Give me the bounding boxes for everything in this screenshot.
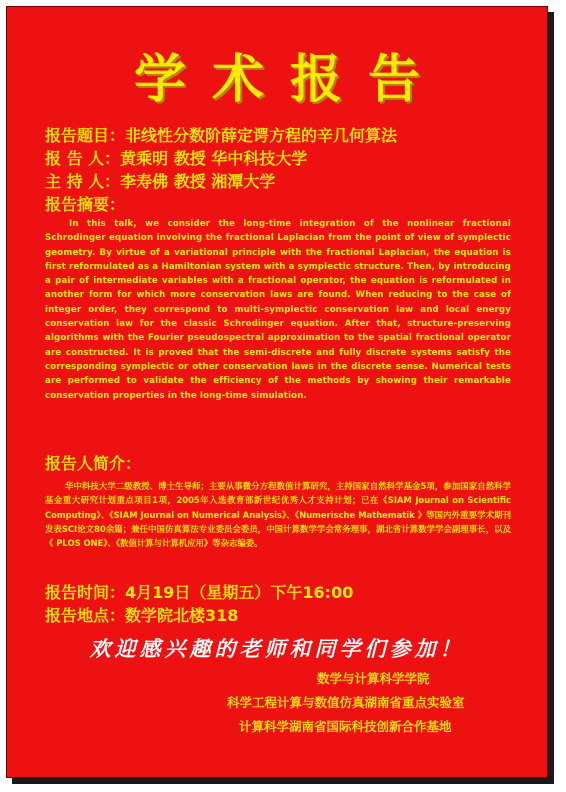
organizer-base: 计算科学湖南省国际科技创新合作基地 — [239, 719, 452, 734]
place-value: 数学院北楼318 — [125, 606, 239, 625]
time-label: 报告时间： — [45, 583, 126, 602]
place-label: 报告地点： — [45, 606, 126, 625]
bio-heading: 报告人简介： — [45, 454, 142, 473]
time-value: 4月19日（星期五）下午16:00 — [125, 583, 354, 602]
time-line — [45, 580, 353, 603]
abstract-text: In this talk, we consider the long-time integration of the nonlinear fractional Schrodinger equation involving the fractional Laplacian from the point of view of symplectic geometry. By virtue of a variational principle with the fractional Laplacian, the equation is first reformulated as a Hamiltonian system with a symplectic structure. Then, by introducing a pair of intermediate variables with a fractional operator, the equation is reformulated in another form for which more conservation laws are found. When reducing to the case of integer order, they correspond to multi-symplectic conservation law and local energy conservation law for the classic Schrodinger equation. After that, structure-preserving algorithms with the Fourier pseudospectral approximation to the spatial fractional operator are constructed. It is proved that the semi-discrete and fully discrete systems satisfy the corresponding symplectic or other conservation laws in the discrete sense. Numerical tests are performed to validate the efficiency of the methods by showing their remarkable conservation properties in the long-time simulation. — [45, 219, 511, 401]
poster — [6, 6, 548, 778]
abstract-heading: 报告摘要： — [45, 195, 126, 214]
speaker-label: 报 告 人： — [45, 149, 121, 168]
organizer-school: 数学与计算科学学院 — [317, 671, 430, 686]
organizer-lab: 科学工程计算与数值仿真湖南省重点实验室 — [227, 695, 465, 710]
poster-title: 学术报告 — [133, 49, 446, 110]
host-line — [45, 169, 275, 192]
speaker-value: 黄乘明 教授 华中科技大学 — [120, 149, 308, 168]
welcome-message: 欢迎感兴趣的老师和同学们参加！ — [89, 636, 465, 661]
bio-text: 华中科技大学二级教授、博士生导师；主要从事微分方程数值计算研究，主持国家自然科学基金5项，参加国家自然科学基金重大研究计划重点项目1项，2005年入选教育部新世纪优秀人才支持计划；已在《SIAM Journal on Scientific Computing》、《SIAM Journal on Numerical Analysis》、《Numerische Mathematik 》等国内外重要学术期刊发表SCI论文80余篇；兼任中国仿真算法专业委员会委员，中国计算数学学会常务理事，湖北省计算数学学会副理事长，以及《 PLOS ONE》、《数值计算与计算机应用》等杂志编委。 — [45, 481, 511, 549]
host-value: 李寿佛 教授 湘潭大学 — [120, 172, 276, 191]
topic-line — [45, 123, 397, 146]
place-line — [45, 603, 238, 626]
topic-value: 非线性分数阶薛定谔方程的辛几何算法 — [125, 126, 398, 145]
speaker-line — [45, 146, 307, 169]
topic-label: 报告题目： — [45, 126, 126, 145]
host-label: 主 持 人： — [45, 172, 121, 191]
